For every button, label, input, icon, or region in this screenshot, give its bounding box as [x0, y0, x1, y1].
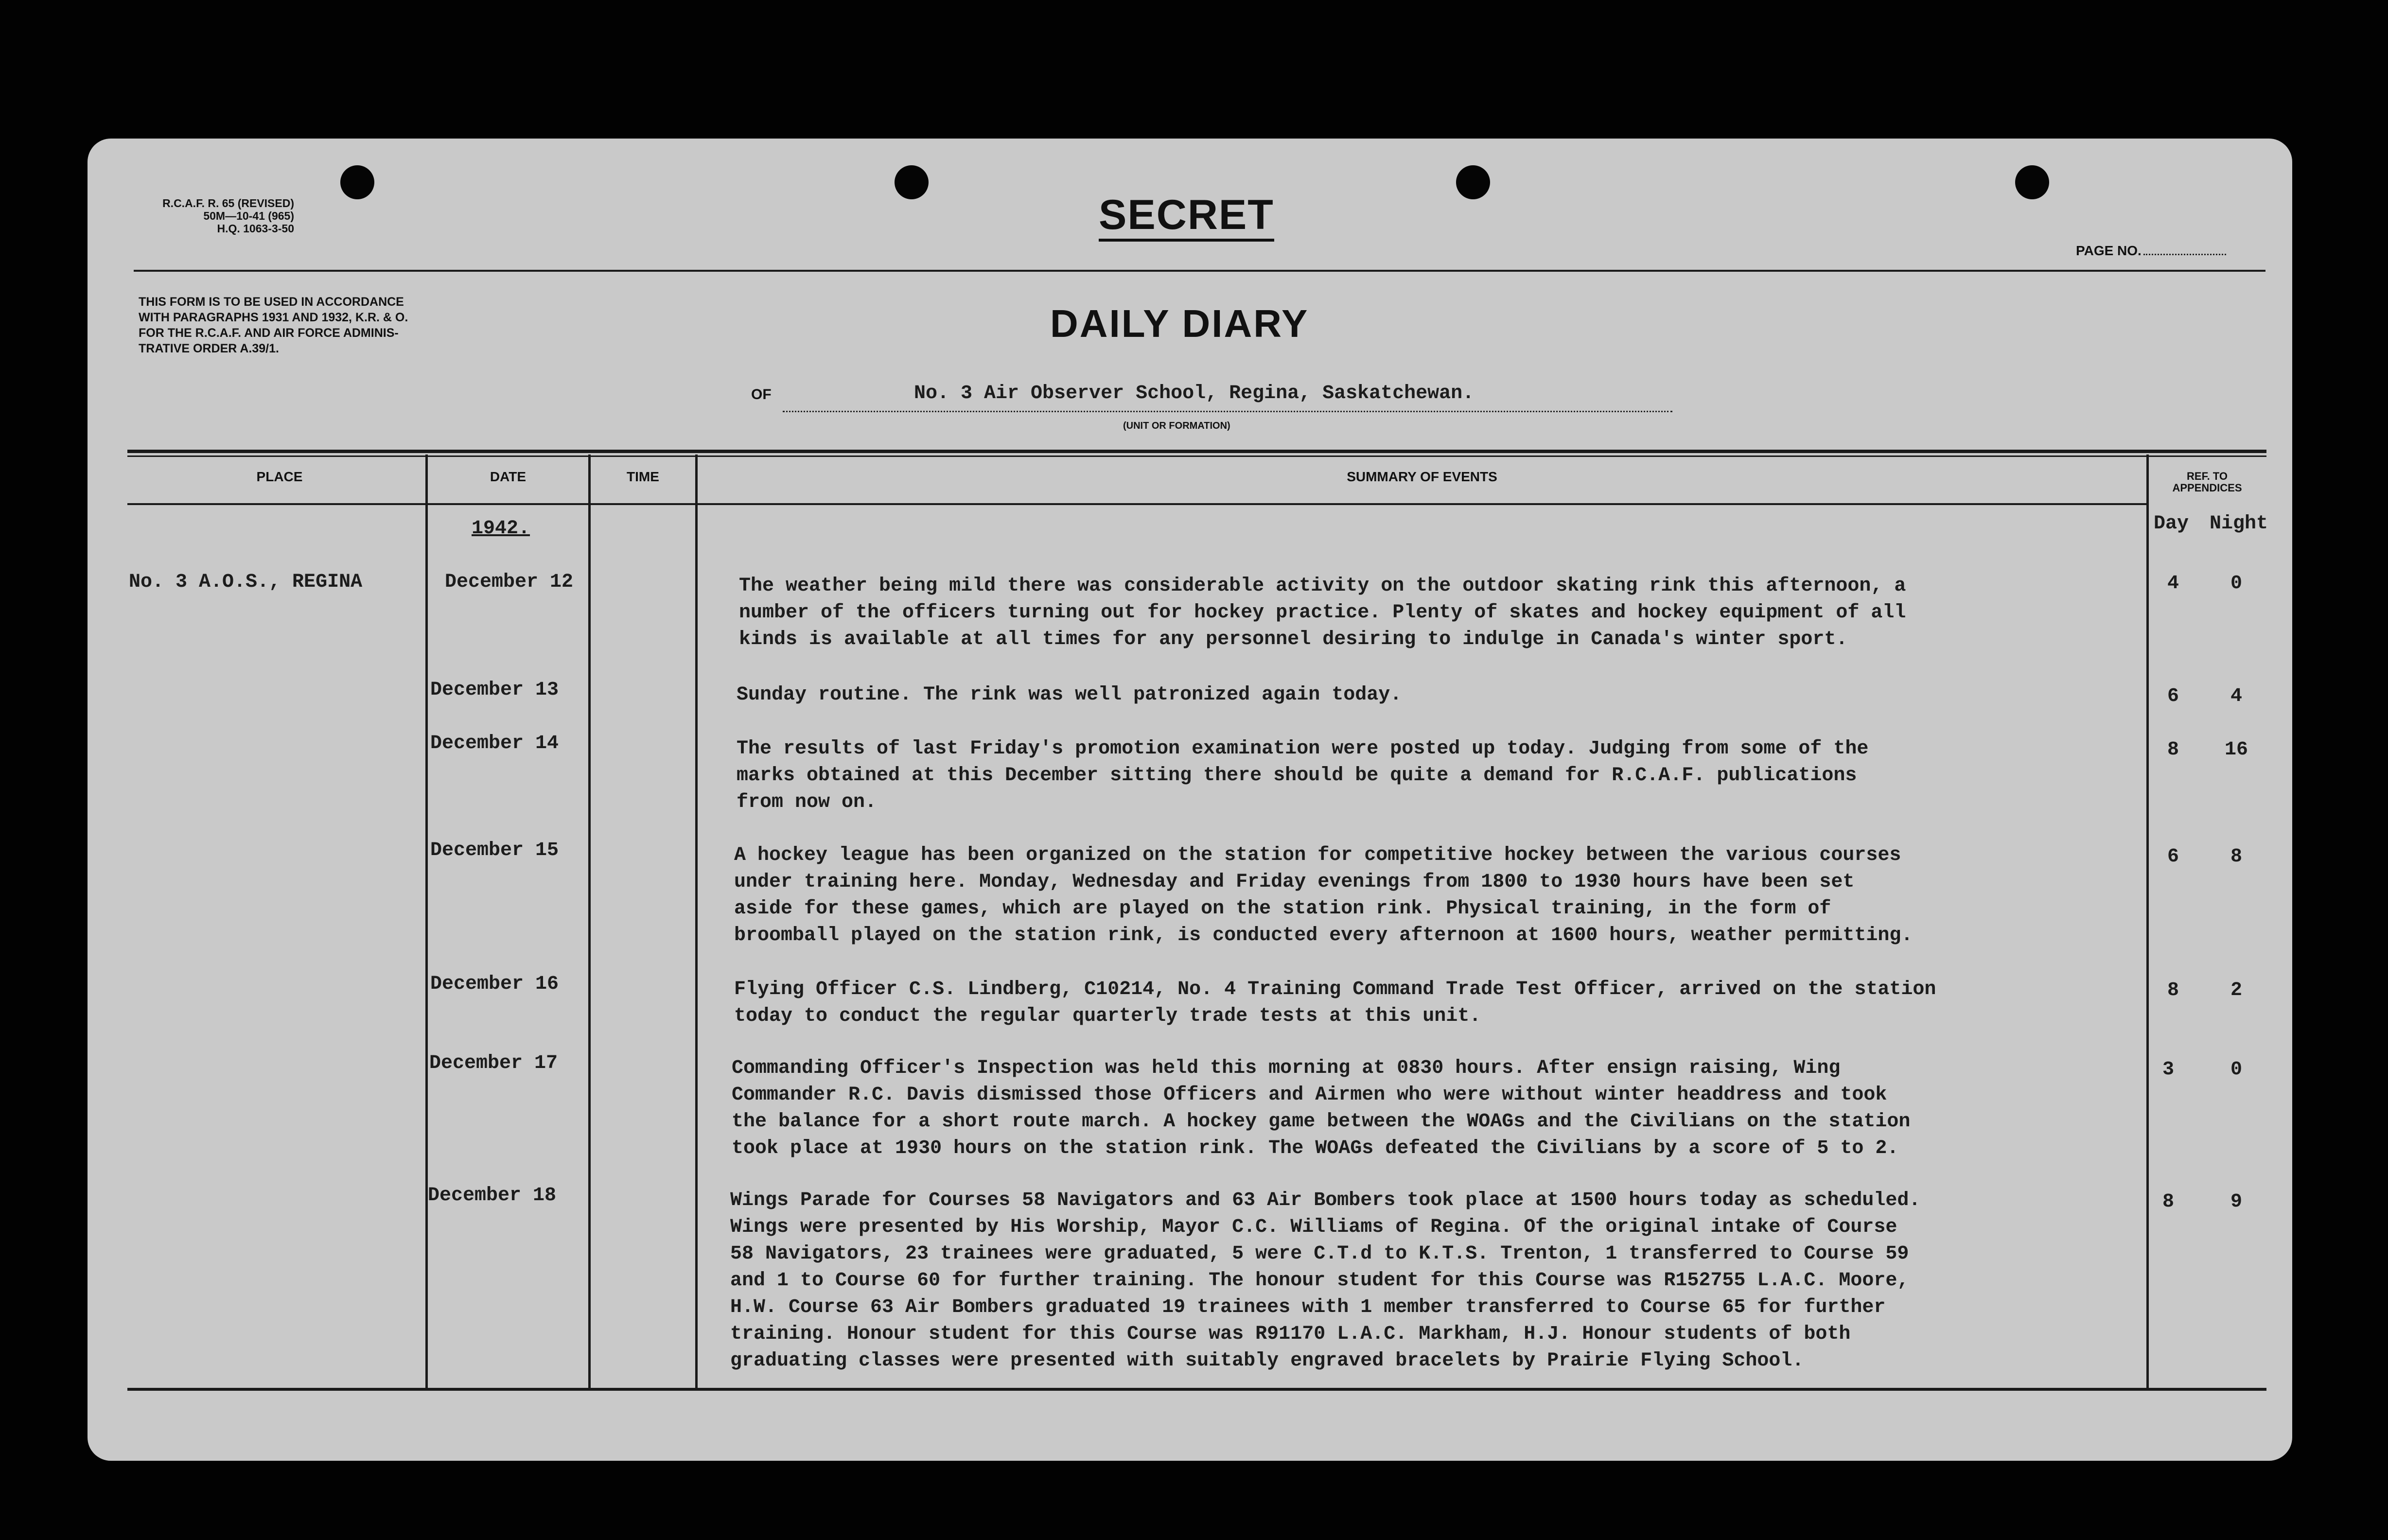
entry-day-ref: 6	[2167, 685, 2179, 707]
column-header-night: Night	[2210, 513, 2268, 535]
form-usage-note: THIS FORM IS TO BE USED IN ACCORDANCE WITH PARAGRAPHS 1931 AND 1932, K.R. & O. FOR THE R.C.A.F. AND AIR FORCE ADMINIS- TRATIVE ORDER A.39/1.	[139, 295, 408, 355]
form-identifier: R.C.A.F. R. 65 (REVISED) 50M—10-41 (965) H.Q. 1063-3-50	[162, 197, 294, 235]
entry-day-ref: 3	[2162, 1059, 2174, 1081]
entry-summary: Flying Officer C.S. Lindberg, C10214, No. 4 Training Command Trade Test Officer, arrived on the station today to conduct the regular quarterly trade tests at this unit.	[734, 979, 1936, 1027]
entry-date: December 12	[445, 571, 574, 593]
column-header-date: DATE	[490, 469, 527, 484]
entry-night-ref: 0	[2230, 1059, 2242, 1081]
entry-summary: The weather being mild there was considerable activity on the outdoor skating rink this afternoon, a number of the officers turning out for hockey practice. Plenty of skates and hockey equipment of all kinds is available at all times for any personnel desiring to indulge in Canada's winter sport.	[739, 575, 1906, 650]
entry-summary: The results of last Friday's promotion examination were posted up today. Judging from some of the marks obtained at this December sitting there should be quite a demand for R.C.A.F. publications from now on.	[737, 738, 1869, 813]
entry-summary: Commanding Officer's Inspection was held this morning at 0830 hours. After ensign raising, Wing Commander R.C. Davis dismissed those Officers and Airmen who were without winter headdress and took the balance for a short route march. A hockey game between the WOAGs and the Civilians on the station took place at 1930 hours on the station rink. The WOAGs defeated the Civilians by a score of 5 to 2.	[732, 1057, 1911, 1159]
place-label: No. 3 A.O.S., REGINA	[129, 571, 363, 593]
column-header-appendices: REF. TO APPENDICES	[2172, 470, 2242, 494]
unit-caption: (UNIT OR FORMATION)	[1123, 420, 1230, 431]
diary-sheet	[88, 139, 2292, 1461]
column-header-day: Day	[2154, 513, 2189, 535]
entry-night-ref: 9	[2230, 1191, 2242, 1213]
entry-summary: Wings Parade for Courses 58 Navigators and 63 Air Bombers took place at 1500 hours today as scheduled. Wings were presented by His Worship, Mayor C.C. Williams of Regina. Of the original intake of Course 58 Navigators, 23 trainees were graduated, 5 were C.T.d to K.T.S. Trenton, 1 transferred to Course 59 and 1 to Course 60 for further training. The honour student for this Course was R152755 L.A.C. Moore, H.W. Course 63 Air Bombers graduated 19 trainees with 1 member transferred to Course 65 for further training. Honour student for this Course was R91170 L.A.C. Markham, H.J. Honour students of both graduating classes were presented with suitably engraved bracelets by Prairie Flying School.	[730, 1190, 1921, 1372]
column-header-summary: SUMMARY OF EVENTS	[1347, 469, 1497, 484]
entry-date: December 18	[428, 1185, 557, 1207]
page-number-field: PAGE NO.	[2076, 243, 2226, 259]
entry-day-ref: 8	[2167, 739, 2179, 761]
entry-night-ref: 2	[2230, 980, 2242, 1001]
binder-hole	[895, 165, 929, 199]
binder-hole	[340, 165, 374, 199]
entry-day-ref: 8	[2162, 1191, 2174, 1213]
page-title: DAILY DIARY	[1050, 302, 1309, 345]
column-header-time: TIME	[627, 469, 659, 484]
year-label: 1942.	[472, 518, 530, 540]
column-header-place: PLACE	[256, 469, 303, 484]
entry-date: December 15	[430, 840, 559, 861]
entry-day-ref: 6	[2167, 846, 2179, 868]
classification-heading: SECRET	[1099, 193, 1274, 242]
entry-day-ref: 4	[2167, 573, 2179, 595]
of-label: OF	[751, 386, 772, 402]
binder-hole	[1456, 165, 1490, 199]
binder-hole	[2015, 165, 2049, 199]
entry-night-ref: 4	[2230, 685, 2242, 707]
unit-name: No. 3 Air Observer School, Regina, Saskatchewan.	[914, 383, 1475, 404]
entry-day-ref: 8	[2167, 980, 2179, 1001]
entry-date: December 13	[430, 679, 559, 701]
entry-summary: A hockey league has been organized on the station for competitive hockey between the various courses under training here. Monday, Wednesday and Friday evenings from 1800 to 1930 hours have been set aside for these games, which are played on the station rink. Physical training, in the form of broomball played on the station rink, is conducted every afternoon at 1600 hours, weather permitting.	[734, 844, 1913, 946]
entry-night-ref: 16	[2224, 739, 2248, 761]
entry-summary: Sunday routine. The rink was well patronized again today.	[737, 684, 1402, 706]
entry-date: December 17	[429, 1052, 558, 1074]
entry-date: December 14	[430, 733, 559, 754]
entry-night-ref: 8	[2230, 846, 2242, 868]
entry-date: December 16	[430, 973, 559, 995]
entry-night-ref: 0	[2230, 573, 2242, 595]
